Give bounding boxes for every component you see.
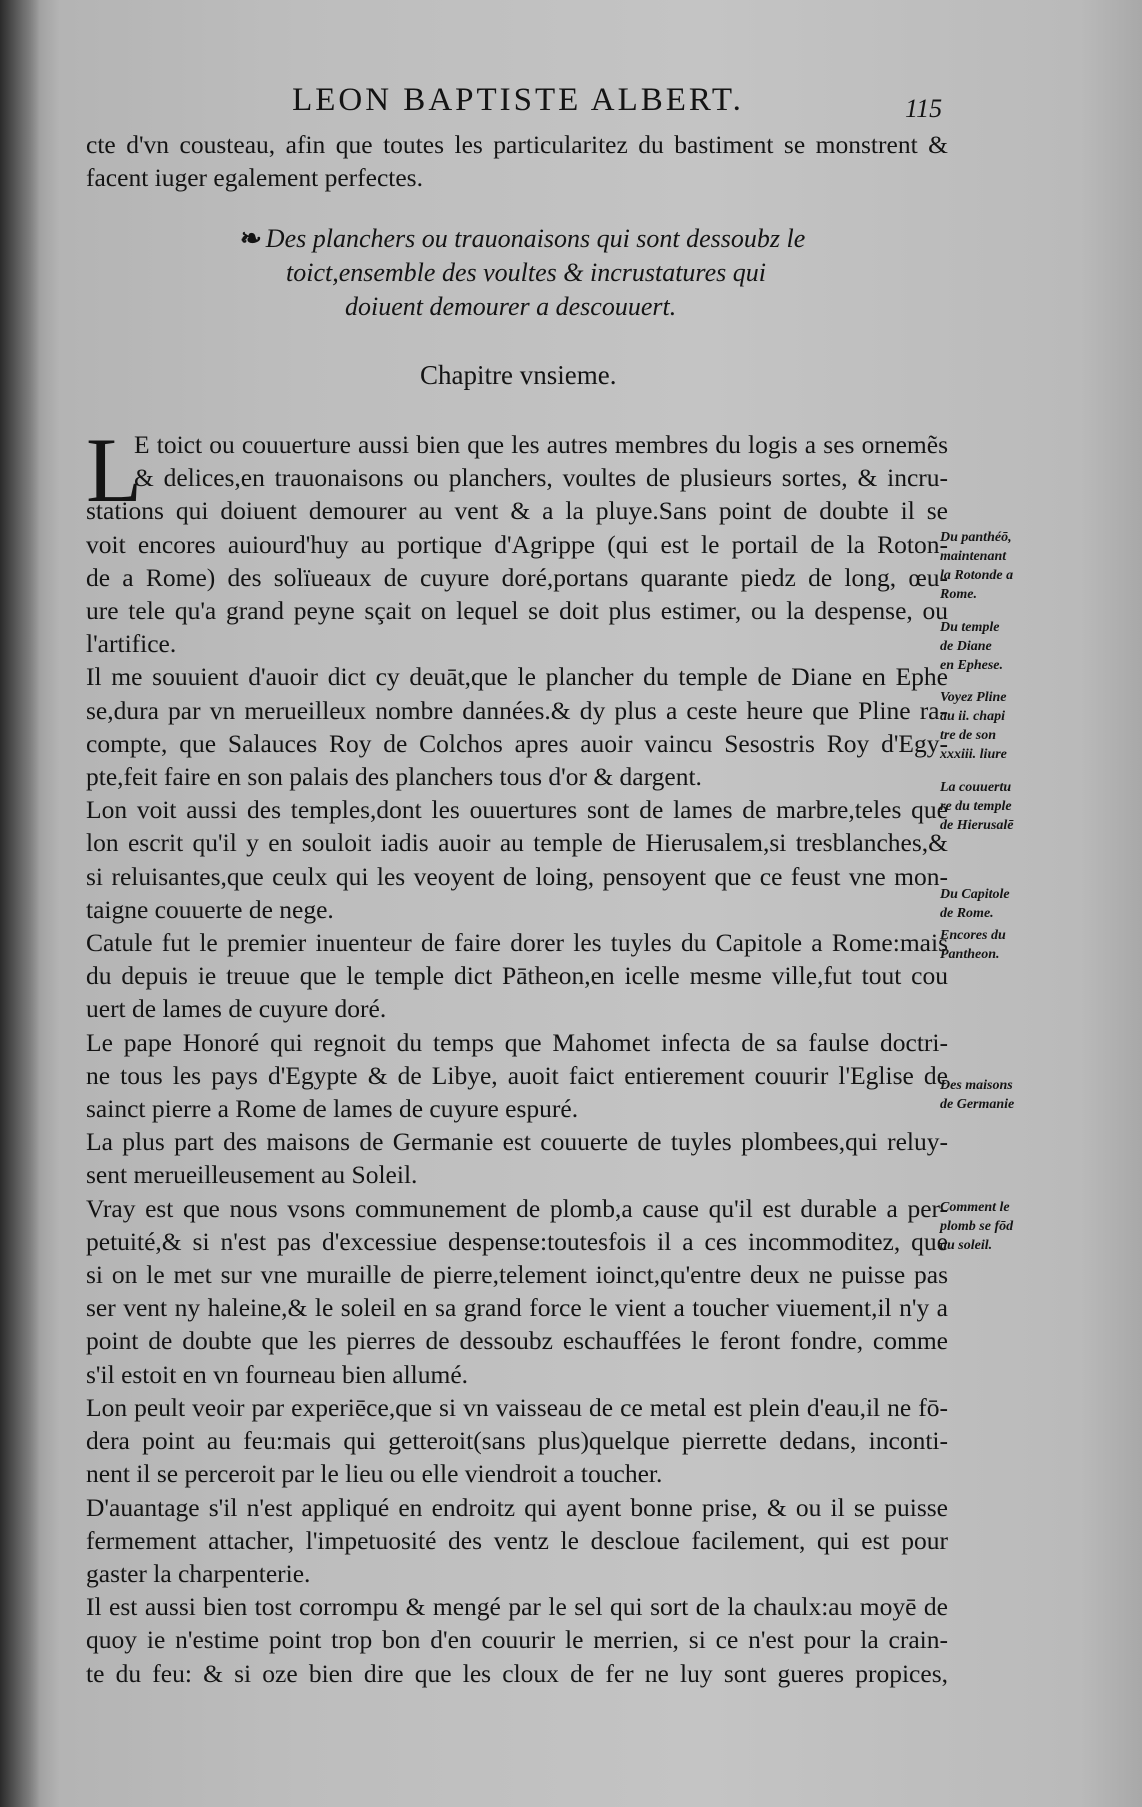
text-line: uert de lames de cuyure doré. — [86, 994, 387, 1024]
text-line: Lon peult veoir par experiēce,que si vn vaisseau de ce metal est plein d'eau,il ne fō- — [86, 1392, 948, 1422]
paragraph — [86, 926, 948, 1026]
paragraph — [86, 1125, 948, 1191]
text-line: ne tous les pays d'Egypte & de Libye, auoit faict entierement couurir l'Eglise de — [86, 1060, 948, 1090]
text-line: stations qui doiuent demourer au vent & a la pluye.Sans point de doubte il se — [86, 496, 948, 526]
text-line: te du feu: & si oze bien dire que les cloux de fer ne luy sont gueres propices, — [86, 1658, 948, 1688]
heading-line: toict,ensemble des voultes & incrustatures qui — [286, 258, 766, 287]
margin-note: La couuertu re du temple de Hierusalē — [940, 780, 1014, 833]
text-line: nent il se perceroit par le lieu ou elle viendroit a toucher. — [86, 1459, 663, 1489]
text-line: s'il estoit en vn fourneau bien allumé. — [86, 1359, 469, 1389]
text-line: gaster la charpenterie. — [86, 1558, 311, 1588]
text-line: Lon voit aussi des temples,dont les ouuertures sont de lames de marbre,teles que — [86, 795, 948, 825]
text-line: taigne couuerte de nege. — [86, 894, 334, 924]
text-line: du depuis ie treuue que le temple dict Pātheon,en icelle mesme ville,fut tout cou — [86, 961, 948, 991]
paragraph — [86, 419, 948, 660]
text-line: voit encores auiourd'huy au portique d'Agrippe (qui est le portail de la Roton- — [86, 529, 948, 559]
margin-note: Comment le plomb se fōd au soleil. — [940, 1200, 1014, 1253]
margin-note: Du Capitole de Rome. — [940, 887, 1010, 921]
text-line: Vray est que nous vsons communement de plomb,a cause qu'il est durable a per- — [86, 1193, 948, 1223]
text-line: Le pape Honoré qui regnoit du temps que Mahomet infecta de sa faulse doctri- — [86, 1027, 948, 1057]
fleuron-icon: ❧ — [240, 224, 262, 253]
text-line: point de doubte que les pierres de dessoubz eschauffées le feront fondre, comme — [86, 1326, 948, 1356]
paragraph — [86, 1192, 948, 1391]
text-line: Catule fut le premier inuenteur de faire dorer les tuyles du Capitole a Rome:mais — [86, 928, 948, 958]
margin-note: Du temple de Diane en Ephese. — [940, 620, 1003, 673]
text-line: facent iuger egalement perfectes. — [86, 163, 423, 193]
text-line: de a Rome) des solïueaux de cuyure doré,portans quarante piedz de long, œu- — [86, 562, 948, 592]
text-line: l'artifice. — [86, 629, 177, 659]
text-line: sent merueilleusement au Soleil. — [86, 1160, 418, 1190]
text-line: cte d'vn cousteau, afin que toutes les particularitez du bastiment se monstrent & — [86, 130, 948, 159]
text-line: dera point au feu:mais qui getteroit(sans plus)quelque pierrette dedans, inconti- — [86, 1426, 948, 1456]
text-line: se,dura par vn merueilleux nombre dannées.& dy plus a ceste heure que Pline ra- — [86, 695, 948, 725]
paragraph — [86, 1590, 948, 1690]
margin-note: Voyez Pline au ii. chapi tre de son xxxiii. liure — [940, 690, 1007, 762]
text-line: Il me souuient d'auoir dict cy deuāt,que le plancher du temple de Diane en Ephe — [86, 662, 948, 692]
section-heading — [240, 222, 840, 324]
text-line: ser vent ny haleine,& le soleil en sa grand force le vient a toucher viuement,il n'y a — [86, 1293, 948, 1323]
text-line: D'auantage s'il n'est appliqué en endroitz qui ayent bonne prise, & ou il se puisse — [86, 1492, 948, 1522]
margin-note: Encores du Pantheon. — [940, 928, 1006, 962]
text-line: lon escrit qu'il y en souloit iadis auoir au temple de Hierusalem,si tresblanches,& — [86, 828, 948, 858]
text-line: si reluisantes,que ceulx qui les veoyent de loing, pensoyent que ce feust vne mon- — [86, 861, 948, 891]
text-line: E toict ou couuerture aussi bien que les autres membres du logis a ses ornemẽs — [134, 430, 948, 459]
text-line: La plus part des maisons de Germanie est couuerte de tuyles plombees,qui reluy- — [86, 1127, 948, 1157]
text-line: pte,feit faire en son palais des planchers tous d'or & dargent. — [86, 762, 702, 792]
text-line: quoy ie n'estime point trop bon d'en couurir le merrien, si ce n'est pour la crain- — [86, 1625, 948, 1655]
text-line: sainct pierre a Rome de lames de cuyure espuré. — [86, 1094, 579, 1124]
heading-line: doiuent demourer a descouuert. — [345, 292, 677, 321]
margin-note: Du panthéō, maintenant la Rotonde a Rome. — [940, 530, 1014, 602]
text-line: Il est aussi bien tost corrompu & mengé par le sel qui sort de la chaulx:au moyē de — [86, 1592, 948, 1622]
paragraph — [86, 1391, 948, 1491]
text-line: si on le met sur vne muraille de pierre,telement ioinct,qu'entre deux ne puisse pas — [86, 1260, 948, 1290]
paragraph — [86, 793, 948, 926]
paragraph — [86, 1491, 948, 1591]
paragraph — [86, 660, 948, 793]
text-line: ure tele qu'a grand peyne sçait on lequel se doit plus estimer, ou la despense, ou — [86, 596, 948, 626]
text-line: petuité,& si n'est pas d'excessiue despense:toutesfois il a ces incommoditez, que — [86, 1226, 948, 1256]
chapter-title: Chapitre vnsieme. — [420, 360, 617, 390]
text-line: fermement attacher, l'impetuosité des ventz le descloue facilement, qui est pour — [86, 1525, 948, 1555]
page-gutter — [0, 0, 40, 1807]
running-title: LEON BAPTISTE ALBERT. — [292, 82, 744, 118]
chapter-body — [86, 419, 948, 1690]
paragraph — [86, 1026, 948, 1126]
page-number: 115 — [905, 94, 943, 123]
drop-cap: L — [86, 419, 143, 521]
heading-line: ❧ Des planchers ou trauonaisons qui sont dessoubz le — [240, 224, 806, 253]
text-line: compte, que Salauces Roy de Colchos apres auoir vaincu Sesostris Roy d'Egy- — [86, 728, 948, 758]
text-line: & delices,en trauonaisons ou planchers, voultes de plusieurs sortes, & incru- — [134, 463, 948, 493]
margin-note: Des maisons de Germanie — [940, 1078, 1015, 1112]
opening-text — [86, 128, 948, 194]
